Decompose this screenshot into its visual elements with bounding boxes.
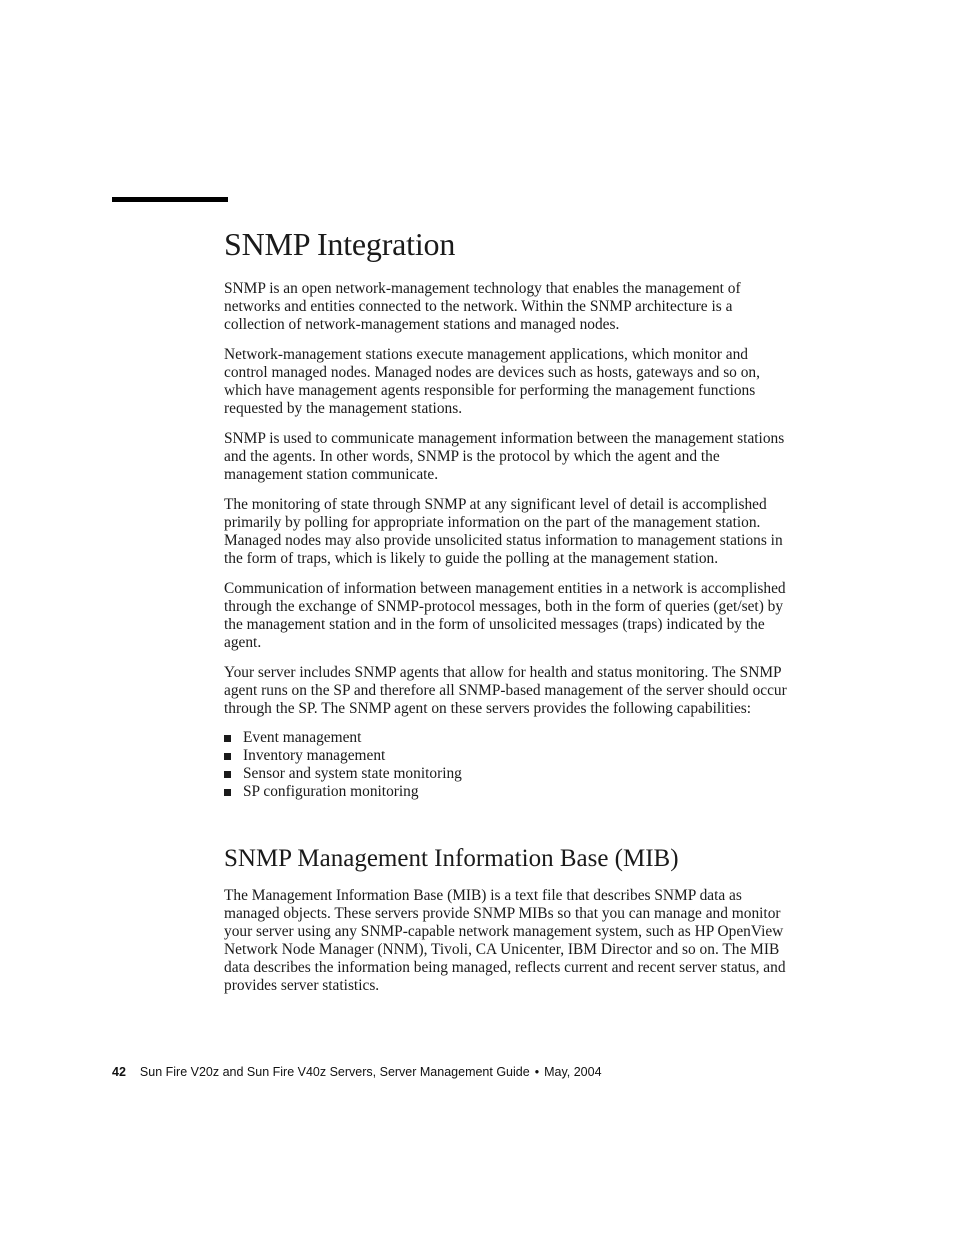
capabilities-list bbox=[224, 729, 794, 801]
square-bullet-icon bbox=[224, 789, 231, 796]
page-body bbox=[224, 224, 794, 1007]
chapter-rule bbox=[112, 197, 228, 202]
page-number: 42 bbox=[112, 1065, 126, 1079]
subsection-heading: SNMP Management Information Base (MIB) bbox=[224, 845, 679, 872]
list-item bbox=[224, 765, 794, 783]
square-bullet-icon bbox=[224, 753, 231, 760]
paragraph: Communication of information between management entities in a network is accomplished through the exchange of SNMP-protocol messages, both in the form of queries (get/set) by the management station and in the form of unsolicited messages (traps) indicated by the agent. bbox=[224, 580, 786, 651]
square-bullet-icon bbox=[224, 771, 231, 778]
footer-separator: • bbox=[534, 1065, 540, 1079]
list-item-label: Sensor and system state monitoring bbox=[243, 765, 462, 782]
publication-date: May, 2004 bbox=[544, 1065, 602, 1079]
list-item-label: SP configuration monitoring bbox=[243, 783, 419, 800]
paragraph: SNMP is an open network-management technology that enables the management of networks and entities connected to the network. Within the SNMP architecture is a collection of network-management stations and managed nodes. bbox=[224, 280, 741, 333]
list-item-label: Inventory management bbox=[243, 747, 386, 764]
list-item bbox=[224, 783, 794, 801]
list-item bbox=[224, 729, 794, 747]
book-title: Sun Fire V20z and Sun Fire V40z Servers, Server Management Guide bbox=[139, 1065, 530, 1079]
paragraph: The monitoring of state through SNMP at any significant level of detail is accomplished primarily by polling for appropriate information on the part of the management station. Managed nodes may also provide unsolicited status information to management stations in the form of traps, which is likely to guide the polling at the management station. bbox=[224, 496, 783, 567]
page-footer bbox=[112, 1064, 602, 1080]
section-heading: SNMP Integration bbox=[224, 226, 456, 262]
list-item bbox=[224, 747, 794, 765]
paragraph: SNMP is used to communicate management information between the management stations and the agents. In other words, SNMP is the protocol by which the agent and the management station communicate. bbox=[224, 430, 785, 483]
paragraph: Network-management stations execute management applications, which monitor and control managed nodes. Managed nodes are devices such as hosts, gateways and so on, which have management agents responsible for performing the management functions requested by the management stations. bbox=[224, 346, 760, 417]
paragraph: Your server includes SNMP agents that allow for health and status monitoring. The SNMP agent runs on the SP and therefore all SNMP-based management of the server should occur through the SP. The SNMP agent on these servers provides the following capabilities: bbox=[224, 664, 787, 717]
square-bullet-icon bbox=[224, 735, 231, 742]
list-item-label: Event management bbox=[243, 729, 362, 746]
paragraph: The Management Information Base (MIB) is a text file that describes SNMP data as managed objects. These servers provide SNMP MIBs so that you can manage and monitor your server using any SNMP-capable network management system, such as HP OpenView Network Node Manager (NNM), Tivoli, CA Unicenter, IBM Director and so on. The MIB data describes the information being managed, reflects current and recent server status, and provides server statistics. bbox=[224, 887, 786, 994]
